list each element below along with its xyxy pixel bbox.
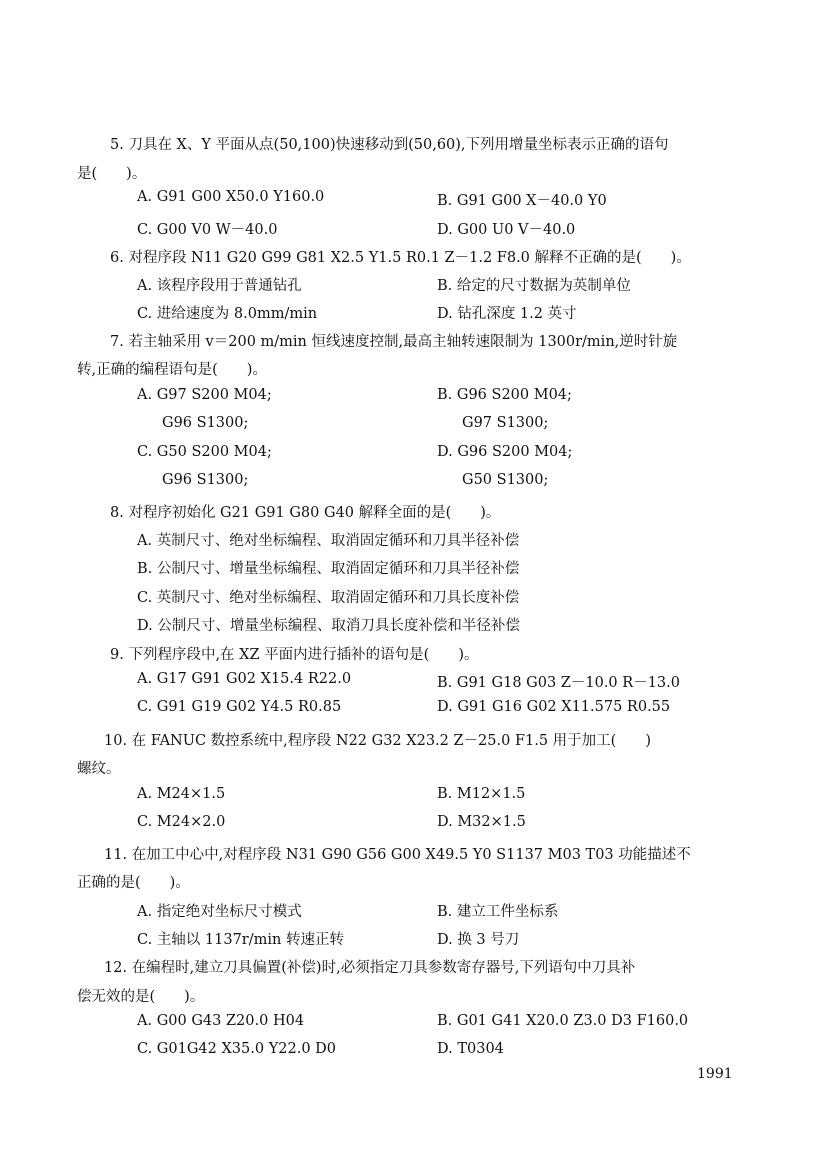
page-number: 1991 [697,1066,733,1082]
question-9-option-a: A. G17 G91 G02 X15.4 R22.0 [137,671,352,687]
question-7-option-a: A. G97 S200 M04; [137,387,272,403]
question-5-option-a: A. G91 G00 X50.0 Y160.0 [137,189,325,205]
question-7-option-b: B. G96 S200 M04; [437,387,572,403]
question-7-option-b-line2: G97 S1300; [462,415,549,431]
question-5-option-d: D. G00 U0 V－40.0 [437,222,576,238]
question-9-text: 9. 下列程序段中,在 XZ 平面内进行插补的语句是( )。 [110,647,479,663]
question-11-text: 11. 在加工中心中,对程序段 N31 G90 G56 G00 X49.5 Y0 S1137 M03 T03 功能描述不 [104,847,691,863]
question-6-text: 6. 对程序段 N11 G20 G99 G81 X2.5 Y1.5 R0.1 Z－1.2 F8.0 解释不正确的是( )。 [110,250,691,266]
question-11-option-c: C. 主轴以 1137r/min 转速正转 [137,932,344,948]
question-11-option-d: D. 换 3 号刀 [437,932,520,948]
question-10-option-c: C. M24×2.0 [137,814,226,830]
question-7-option-c-line2: G96 S1300; [162,472,249,488]
question-11-continuation: 正确的是( )。 [77,875,190,891]
question-12-option-d: D. T0304 [437,1041,504,1057]
question-12-option-b: B. G01 G41 X20.0 Z3.0 D3 F160.0 [437,1013,689,1029]
question-5-option-b: B. G91 G00 X－40.0 Y0 [437,193,607,209]
question-11-option-a: A. 指定绝对坐标尺寸模式 [137,904,302,920]
question-7-option-d: D. G96 S200 M04; [437,444,573,460]
question-11-option-b: B. 建立工件坐标系 [437,904,559,920]
question-6-option-c: C. 进给速度为 8.0mm/min [137,306,318,322]
question-12-text: 12. 在编程时,建立刀具偏置(补偿)时,必须指定刀具参数寄存器号,下列语句中刀具补 [104,960,636,976]
question-7-text: 7. 若主轴采用 v＝200 m/min 恒线速度控制,最高主轴转速限制为 1300r/min,逆时针旋 [110,334,678,350]
question-6-option-a: A. 该程序段用于普通钻孔 [137,278,302,294]
question-5-text: 5. 刀具在 X、Y 平面从点(50,100)快速移动到(50,60),下列用增量坐标表示正确的语句 [110,137,669,153]
question-7-option-d-line2: G50 S1300; [462,472,549,488]
question-8-option-b: B. 公制尺寸、增量坐标编程、取消固定循环和刀具半径补偿 [137,561,520,577]
question-8-option-c: C. 英制尺寸、绝对坐标编程、取消固定循环和刀具长度补偿 [137,590,520,606]
question-12-option-a: A. G00 G43 Z20.0 H04 [137,1013,305,1029]
question-10-option-a: A. M24×1.5 [137,786,226,802]
question-12-option-c: C. G01G42 X35.0 Y22.0 D0 [137,1041,337,1057]
question-5-continuation: 是( )。 [77,166,147,182]
question-6-option-b: B. 给定的尺寸数据为英制单位 [437,278,631,294]
question-8-option-d: D. 公制尺寸、增量坐标编程、取消刀具长度补偿和半径补偿 [137,618,520,634]
question-9-option-b: B. G91 G18 G03 Z－10.0 R－13.0 [437,675,680,691]
question-6-option-d: D. 钻孔深度 1.2 英寸 [437,306,577,322]
question-12-continuation: 偿无效的是( )。 [77,989,205,1005]
question-7-option-a-line2: G96 S1300; [162,415,249,431]
question-5-option-c: C. G00 V0 W－40.0 [137,222,278,238]
question-9-option-d: D. G91 G16 G02 X11.575 R0.55 [437,699,671,715]
question-10-option-d: D. M32×1.5 [437,814,526,830]
question-10-option-b: B. M12×1.5 [437,786,526,802]
question-10-text: 10. 在 FANUC 数控系统中,程序段 N22 G32 X23.2 Z－25.0 F1.5 用于加工( ) [104,733,651,749]
question-7-continuation: 转,正确的编程语句是( )。 [77,362,267,378]
question-10-continuation: 螺纹。 [77,761,121,777]
question-8-text: 8. 对程序初始化 G21 G91 G80 G40 解释全面的是( )。 [110,505,501,521]
question-7-option-c: C. G50 S200 M04; [137,444,272,460]
question-9-option-c: C. G91 G19 G02 Y4.5 R0.85 [137,699,342,715]
question-8-option-a: A. 英制尺寸、绝对坐标编程、取消固定循环和刀具半径补偿 [137,533,520,549]
